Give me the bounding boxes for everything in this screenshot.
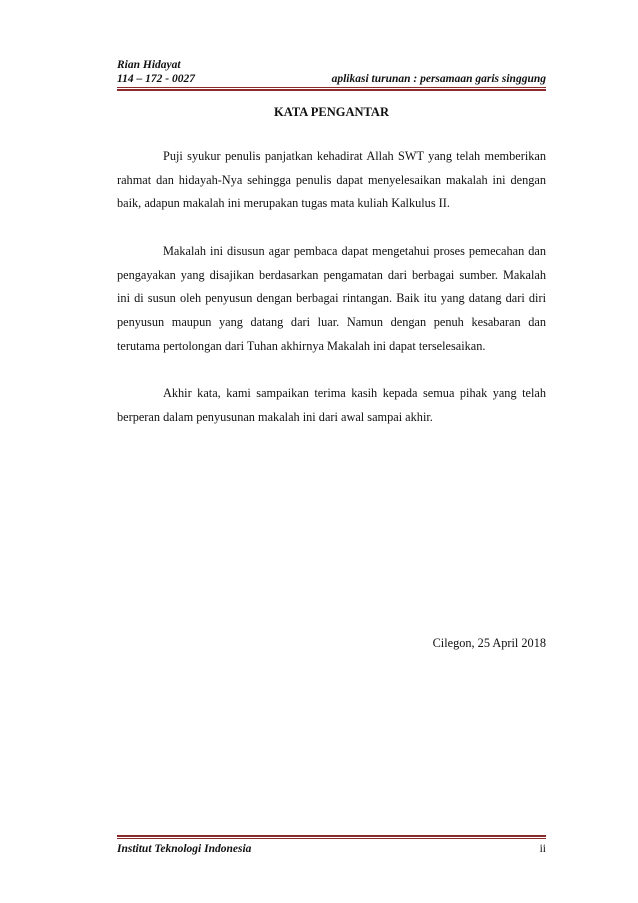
- footer-institution: Institut Teknologi Indonesia: [117, 843, 252, 855]
- header-divider: [117, 87, 546, 91]
- footer-divider: [117, 835, 546, 839]
- header-author: Rian Hidayat: [117, 59, 181, 71]
- page-number: ii: [539, 843, 546, 855]
- page-footer: [117, 843, 546, 855]
- paragraph-1: Puji syukur penulis panjatkan kehadirat Allah SWT yang telah memberikan rahmat dan hidayah-Nya sehingga penulis dapat menyelesaikan makalah ini dengan baik, adapun makalah ini merupakan tugas mata kuliah Kalkulus II.: [117, 149, 546, 211]
- paragraph-2: Makalah ini disusun agar pembaca dapat mengetahui proses pemecahan dan pengayakan yang disajikan berdasarkan pengamatan dari berbagai sumber. Makalah ini di susun oleh penyusun dengan berbagai rintangan. Baik itu yang datang dari diri penyusun maupun yang datang dari luar. Namun dengan penuh kesabaran dan terutama pertolongan dari Tuhan akhirnya Makalah ini dapat terselesaikan.: [117, 243, 546, 353]
- header-topic: aplikasi turunan : persamaan garis singgung: [331, 73, 546, 85]
- page-header: [117, 58, 546, 86]
- signoff-place-date: Cilegon, 25 April 2018: [432, 636, 546, 650]
- header-row: [117, 72, 546, 86]
- header-student-id: 114 – 172 - 0027: [117, 73, 195, 85]
- body-text: [117, 145, 546, 453]
- page-title: KATA PENGANTAR: [274, 105, 389, 119]
- paragraph-3: Akhir kata, kami sampaikan terima kasih kepada semua pihak yang telah berperan dalam penyusunan makalah ini dari awal sampai akhir.: [117, 386, 546, 424]
